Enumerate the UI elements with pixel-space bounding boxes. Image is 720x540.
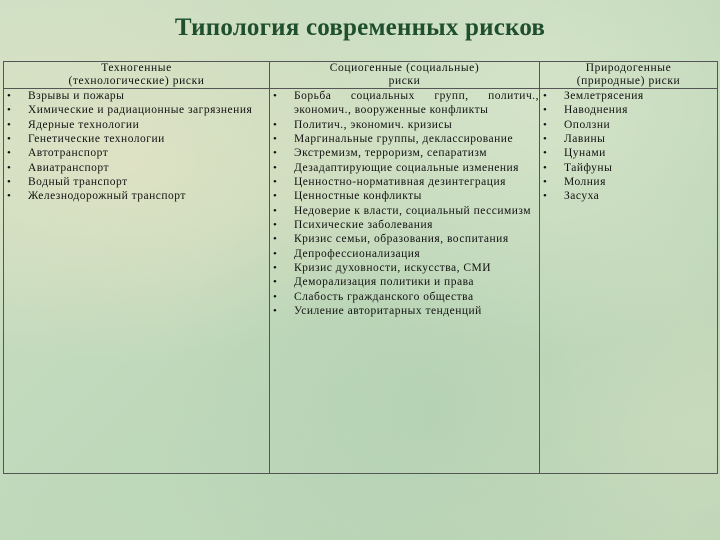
table-body-row [4,89,718,474]
list-item-text: Ядерные технологии [28,118,140,131]
header-sociogenic [270,62,540,89]
list-item [270,146,539,160]
list-item-text: Наводнения [564,104,628,117]
bullet-icon: • [273,247,278,260]
bullet-icon: • [543,147,548,160]
list-item-text: Кризис семьи, образования, воспитания [294,233,509,246]
header-line: риски [388,75,421,87]
list-item-text: Взрывы и пожары [28,90,125,102]
bullet-icon: • [273,147,278,160]
list-item [540,89,717,103]
bullet-icon: • [543,104,548,117]
page-title: Типология современных рисков [174,14,546,41]
bullet-icon: • [273,118,278,131]
bullet-icon: • [273,176,278,189]
header-line: (природные) риски [576,75,681,87]
list-technogenic [4,89,269,204]
cell-naturogenic [540,89,718,474]
list-item-text: Железнодорожный транспорт [28,190,186,203]
list-item-text: Борьба социальных групп, политич., экономич., вооруженные конфликты [294,90,539,117]
list-item [270,118,539,132]
list-item-text: Недоверие к власти, социальный пессимизм [294,204,532,217]
list-item [4,118,269,132]
list-item [4,146,269,160]
list-item [540,175,717,189]
list-item [4,189,269,203]
list-item [4,103,269,117]
list-item-text: Водный транспорт [28,176,128,189]
list-item [270,218,539,232]
list-item-text: Химические и радиационные загрязнения [28,104,253,117]
list-item [4,175,269,189]
list-item-text: Слабость гражданского общества [294,290,474,303]
header-line: Социогенные (социальные) [329,62,480,74]
list-item-text: Цунами [564,147,606,160]
cell-technogenic [4,89,270,474]
list-item-text: Тайфуны [564,161,613,174]
list-item-text: Маргинальные группы, деклассирование [294,133,514,146]
bullet-icon: • [7,133,12,146]
list-item [540,132,717,146]
list-item-text: Засуха [564,190,600,203]
list-item [270,175,539,189]
list-item [270,304,539,318]
list-item [540,118,717,132]
list-item [270,232,539,246]
bullet-icon: • [273,305,278,318]
bullet-icon: • [7,118,12,131]
list-item [270,247,539,261]
list-item [540,146,717,160]
list-item-text: Оползни [564,118,611,131]
bullet-icon: • [273,219,278,232]
list-item-text: Политич., экономич. кризисы [294,118,453,131]
bullet-icon: • [273,161,278,174]
list-item [270,189,539,203]
list-item-text: Землетрясения [564,90,644,102]
list-item-text: Психические заболевания [294,219,433,232]
list-item [270,290,539,304]
bullet-icon: • [273,133,278,146]
list-item-text: Усиление авторитарных тенденций [294,305,482,318]
list-item [4,89,269,103]
list-item-text: Автотранспорт [28,147,109,160]
bullet-icon: • [543,90,548,102]
header-line: Техногенные [101,62,172,74]
risk-typology-table [3,61,718,474]
bullet-icon: • [543,190,548,203]
header-line: (технологические) риски [68,75,205,87]
list-item [540,189,717,203]
bullet-icon: • [273,290,278,303]
bullet-icon: • [543,161,548,174]
list-item [4,161,269,175]
list-item-text: Авиатранспорт [28,161,110,174]
list-item-text: Дезадаптирующие социальные изменения [294,161,519,174]
bullet-icon: • [7,161,12,174]
bullet-icon: • [273,233,278,246]
header-technogenic [4,62,270,89]
bullet-icon: • [543,118,548,131]
bullet-icon: • [7,104,12,117]
bullet-icon: • [543,176,548,189]
bullet-icon: • [7,176,12,189]
bullet-icon: • [7,147,12,160]
cell-sociogenic [270,89,540,474]
list-item [540,103,717,117]
bullet-icon: • [7,90,12,102]
header-naturogenic [540,62,718,89]
list-item [270,261,539,275]
bullet-icon: • [7,190,12,203]
list-item [4,132,269,146]
list-item-text: Кризис духовности, искусства, СМИ [294,262,492,275]
list-naturogenic [540,89,717,204]
bullet-icon: • [273,262,278,275]
list-item [540,161,717,175]
list-item-text: Молния [564,176,606,189]
bullet-icon: • [273,204,278,217]
header-line: Природогенные [585,62,672,74]
list-item-text: Генетические технологии [28,133,165,146]
list-sociogenic [270,89,539,319]
list-item-text: Депрофессионализация [294,247,421,260]
list-item-text: Ценностно-нормативная дезинтеграция [294,176,506,189]
list-item-text: Ценностные конфликты [294,190,422,203]
bullet-icon: • [543,133,548,146]
list-item-text: Экстремизм, терроризм, сепаратизм [294,147,488,160]
table-header-row [4,62,718,89]
list-item [270,89,539,118]
list-item [270,161,539,175]
list-item-text: Деморализация политики и права [294,276,474,289]
list-item [270,204,539,218]
list-item [270,275,539,289]
bullet-icon: • [273,276,278,289]
bullet-icon: • [273,90,278,102]
list-item-text: Лавины [564,133,606,146]
list-item [270,132,539,146]
bullet-icon: • [273,190,278,203]
